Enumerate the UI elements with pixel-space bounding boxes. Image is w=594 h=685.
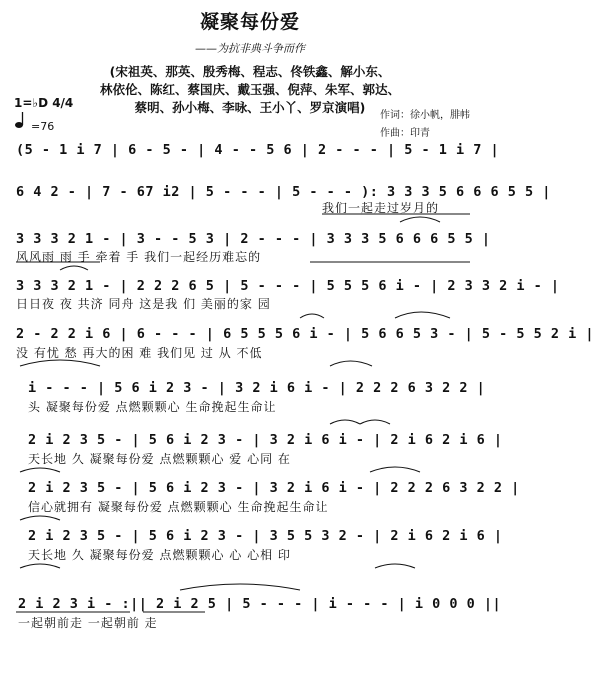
score-row-lyrics: 天长地 久 凝聚每份爱 点燃颗颗心 心 心相 印 (28, 548, 291, 562)
score-row-lyrics: 天长地 久 凝聚每份爱 点燃颗颗心 爱 心同 在 (28, 452, 291, 466)
score-row-notes: 2 - 2 2 i 6 | 6 - - - | 6 5 5 5 6 i - | 5 6 6 5 3 - | 5 - 5 5 2 i | (16, 326, 594, 342)
score-row-lyrics: 头 凝聚每份爱 点燃颗颗心 生命挽起生命让 (28, 400, 277, 414)
score-row-notes: 2 i 2 3 5 - | 5 6 i 2 3 - | 3 2 i 6 i - | 2 2 2 6 3 2 2 | (28, 480, 520, 496)
score-row-notes: 3 3 3 2 1 - | 2 2 2 6 5 | 5 - - - | 5 5 5 6 i - | 2 3 3 2 i - | (16, 278, 560, 294)
score-row-notes: 3 3 3 2 1 - | 3 - - 5 3 | 2 - - - | 3 3 3 5 6 6 6 5 5 | (16, 231, 491, 247)
score-row-notes: i - - - | 5 6 i 2 3 - | 3 2 i 6 i - | 2 2 2 6 3 2 2 | (28, 380, 486, 396)
singers-line-3: 蔡明、孙小梅、李咏、王小丫、罗京演唱) (134, 100, 366, 115)
score-row-lyrics: 一起朝前走 一起朝前 走 (18, 616, 158, 630)
song-title: 凝聚每份爱 (199, 11, 300, 33)
score-row-notes: (5 - 1 i 7 | 6 - 5 - | 4 - - 5 6 | 2 - - - | 5 - 1 i 7 | (16, 142, 500, 158)
singers-line-2: 林依伦、陈红、蔡国庆、戴玉强、倪萍、朱军、郭达、 (99, 82, 400, 97)
score-row-notes: 2 i 2 3 5 - | 5 6 i 2 3 - | 3 2 i 6 i - | 2 i 6 2 i 6 | (28, 432, 503, 448)
tempo-marking: =76 (31, 120, 55, 133)
key-signature: 1=♭D 4/4 (14, 96, 74, 110)
score-row-notes: 2 i 2 3 i - :|| 2 i 2 5 | 5 - - - | i - - - | i 0 0 0 || (18, 596, 502, 612)
lyricist-credit: 作词：徐小帆，腓帏 (380, 110, 470, 121)
score-row-lyrics: 风风雨 雨 手 牵着 手 我们一起经历难忘的 (16, 250, 262, 264)
score-row-lyrics: 信心就拥有 凝聚每份爱 点燃颗颗心 生命挽起生命让 (28, 500, 329, 514)
song-subtitle: ——为抗非典斗争而作 (195, 42, 305, 55)
singers-line-1: (宋祖英、那英、殷秀梅、程志、佟铁鑫、解小东、 (109, 64, 391, 79)
composer-credit: 作曲：印青 (380, 128, 430, 139)
score-row-lyrics: 日日夜 夜 共济 同舟 这是我 们 美丽的家 园 (16, 297, 271, 311)
score-row-notes: 2 i 2 3 5 - | 5 6 i 2 3 - | 3 5 5 3 2 - | 2 i 6 2 i 6 | (28, 528, 503, 544)
score-row-lyrics: 我们一起走过岁月的 (322, 201, 440, 215)
score-row-notes: 6 4 2 - | 7 - 67 i2 | 5 - - - | 5 - - - ): 3 3 3 5 6 6 6 5 5 | (16, 184, 551, 200)
score-row-lyrics: 没 有忧 愁 再大的困 难 我们见 过 从 不低 (16, 346, 263, 360)
